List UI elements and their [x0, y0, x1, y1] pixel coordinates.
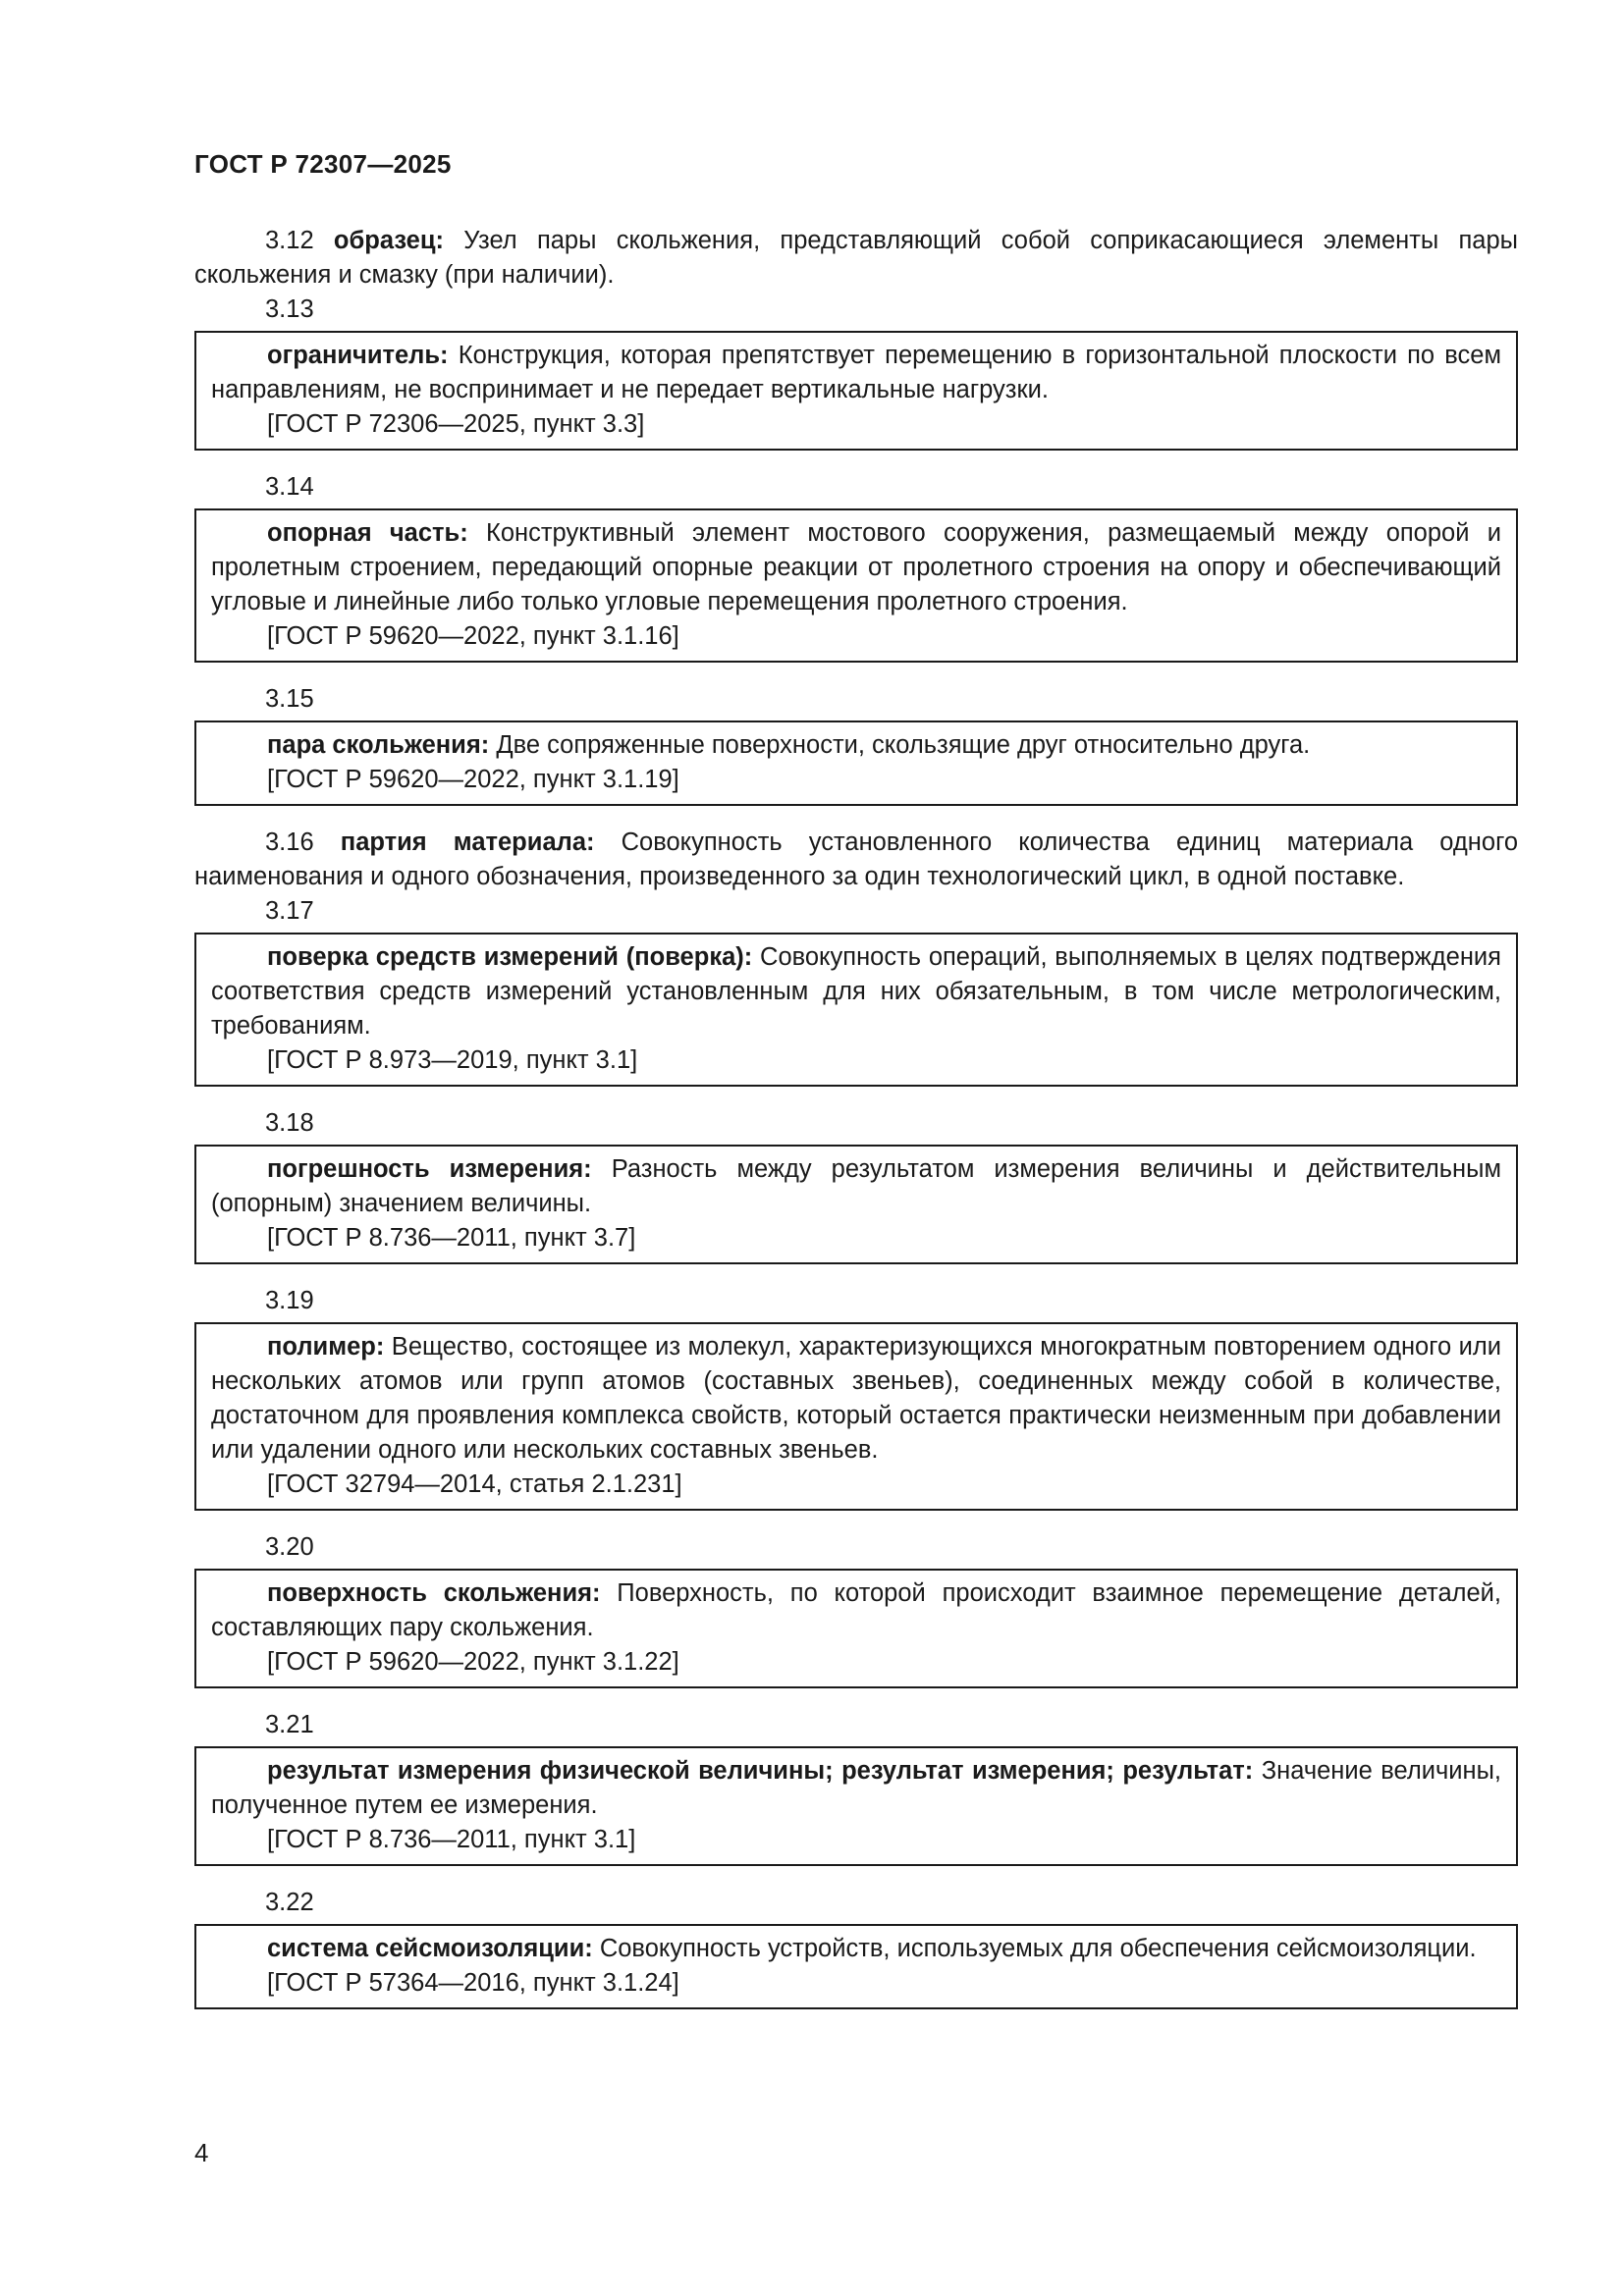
term-definition-block	[211, 1576, 1501, 1645]
term-definition: Совокупность установленного количества единиц материала одного наименования и одного обозначения, произведенного за один технологический цикл, в одной поставке.	[194, 828, 1518, 890]
term-number: 3.15	[265, 685, 314, 713]
term-source-reference: [ГОСТ 32794—2014, статья 2.1.231]	[267, 1470, 682, 1498]
term-source-reference: [ГОСТ Р 57364—2016, пункт 3.1.24]	[267, 1969, 679, 1997]
term-definition-block	[211, 940, 1501, 1043]
term-entry-3-22	[194, 1924, 1518, 2009]
term-name: система сейсмоизоляции:	[267, 1935, 593, 1962]
term-source-reference: [ГОСТ Р 8.736—2011, пункт 3.1]	[267, 1826, 636, 1853]
term-entry-3-13	[194, 331, 1518, 451]
term-entry-3-16	[194, 826, 1518, 894]
term-number: 3.22	[265, 1889, 314, 1916]
term-number: 3.17	[265, 897, 314, 925]
term-number: 3.12	[265, 227, 314, 254]
term-name: поверхность скольжения:	[267, 1579, 601, 1607]
term-source-reference: [ГОСТ Р 59620—2022, пункт 3.1.22]	[267, 1648, 679, 1676]
term-definition: Поверхность, по которой происходит взаимное перемещение деталей, составляющих пару скольжения.	[211, 1579, 1502, 1641]
term-entry-3-17	[194, 933, 1518, 1087]
term-definition: Значение величины, полученное путем ее измерения.	[211, 1757, 1502, 1819]
term-definition: Конструкция, которая препятствует перемещению в горизонтальной плоскости по всем направлениям, не воспринимает и не передает вертикальные нагрузки.	[211, 342, 1501, 403]
term-name: погрешность измерения:	[267, 1155, 592, 1183]
term-definition-block	[211, 339, 1501, 407]
term-name: результат измерения физической величины; результат измерения; результат:	[267, 1757, 1254, 1785]
term-name: поверка средств измерений (поверка):	[267, 943, 753, 971]
term-entry-3-19	[194, 1322, 1518, 1511]
term-number: 3.20	[265, 1533, 314, 1561]
term-number: 3.21	[265, 1711, 314, 1738]
term-definition: Вещество, состоящее из молекул, характеризующихся многократным повторением одного или нескольких атомов или групп атомов (составных звеньев), соединенных между собой в количестве, достаточном для проявления комплекса свойств, который остается практически неизменным при добавлении или удалении одного или нескольких составных звеньев.	[211, 1333, 1501, 1464]
page-number: 4	[194, 2138, 209, 2167]
term-entry-3-12	[194, 224, 1518, 293]
term-number: 3.16	[265, 828, 314, 856]
term-entry-3-14	[194, 508, 1518, 663]
term-name: пара скольжения:	[267, 731, 490, 759]
term-entry-3-18	[194, 1145, 1518, 1264]
term-number: 3.14	[265, 473, 314, 501]
term-definition-block	[211, 1932, 1501, 1966]
term-number: 3.13	[265, 295, 314, 323]
term-definition-block	[211, 516, 1501, 619]
term-entry-3-15	[194, 721, 1518, 806]
term-number: 3.18	[265, 1109, 314, 1137]
term-source-reference: [ГОСТ Р 59620—2022, пункт 3.1.16]	[267, 622, 679, 650]
term-entry-3-20	[194, 1569, 1518, 1688]
term-definition-block	[211, 728, 1501, 763]
term-name: партия материала:	[340, 828, 595, 856]
term-source-reference: [ГОСТ Р 8.736—2011, пункт 3.7]	[267, 1224, 636, 1252]
term-definition: Разность между результатом измерения величины и действительным (опорным) значением величины.	[211, 1155, 1501, 1217]
term-definition: Совокупность операций, выполняемых в целях подтверждения соответствия средств измерений установленным для них обязательным, в том числе метрологическим, требованиям.	[211, 943, 1501, 1040]
term-name: полимер:	[267, 1333, 385, 1361]
term-definition: Совокупность устройств, используемых для обеспечения сейсмоизоляции.	[592, 1935, 1477, 1962]
term-name: ограничитель:	[267, 342, 449, 369]
term-definition-block	[211, 1330, 1501, 1468]
terms-section	[194, 224, 1518, 2029]
term-definition-block	[211, 1754, 1501, 1823]
document-designation: ГОСТ Р 72307—2025	[194, 149, 452, 179]
term-definition: Конструктивный элемент мостового сооружения, размещаемый между опорой и пролетным строением, передающий опорные реакции от пролетного строения на опору и обеспечивающий угловые и линейные либо только угловые перемещения пролетного строения.	[211, 519, 1502, 615]
term-source-reference: [ГОСТ Р 72306—2025, пункт 3.3]	[267, 410, 645, 438]
term-source-reference: [ГОСТ Р 8.973—2019, пункт 3.1]	[267, 1046, 638, 1074]
term-name: образец:	[333, 227, 445, 254]
term-source-reference: [ГОСТ Р 59620—2022, пункт 3.1.19]	[267, 766, 679, 793]
term-number: 3.19	[265, 1287, 314, 1314]
term-definition-block	[211, 1152, 1501, 1221]
term-definition: Две сопряженные поверхности, скользящие друг относительно друга.	[489, 731, 1311, 759]
term-name: опорная часть:	[267, 519, 468, 547]
term-entry-3-21	[194, 1746, 1518, 1866]
term-definition: Узел пары скольжения, представляющий собой соприкасающиеся элементы пары скольжения и смазку (при наличии).	[194, 227, 1519, 289]
